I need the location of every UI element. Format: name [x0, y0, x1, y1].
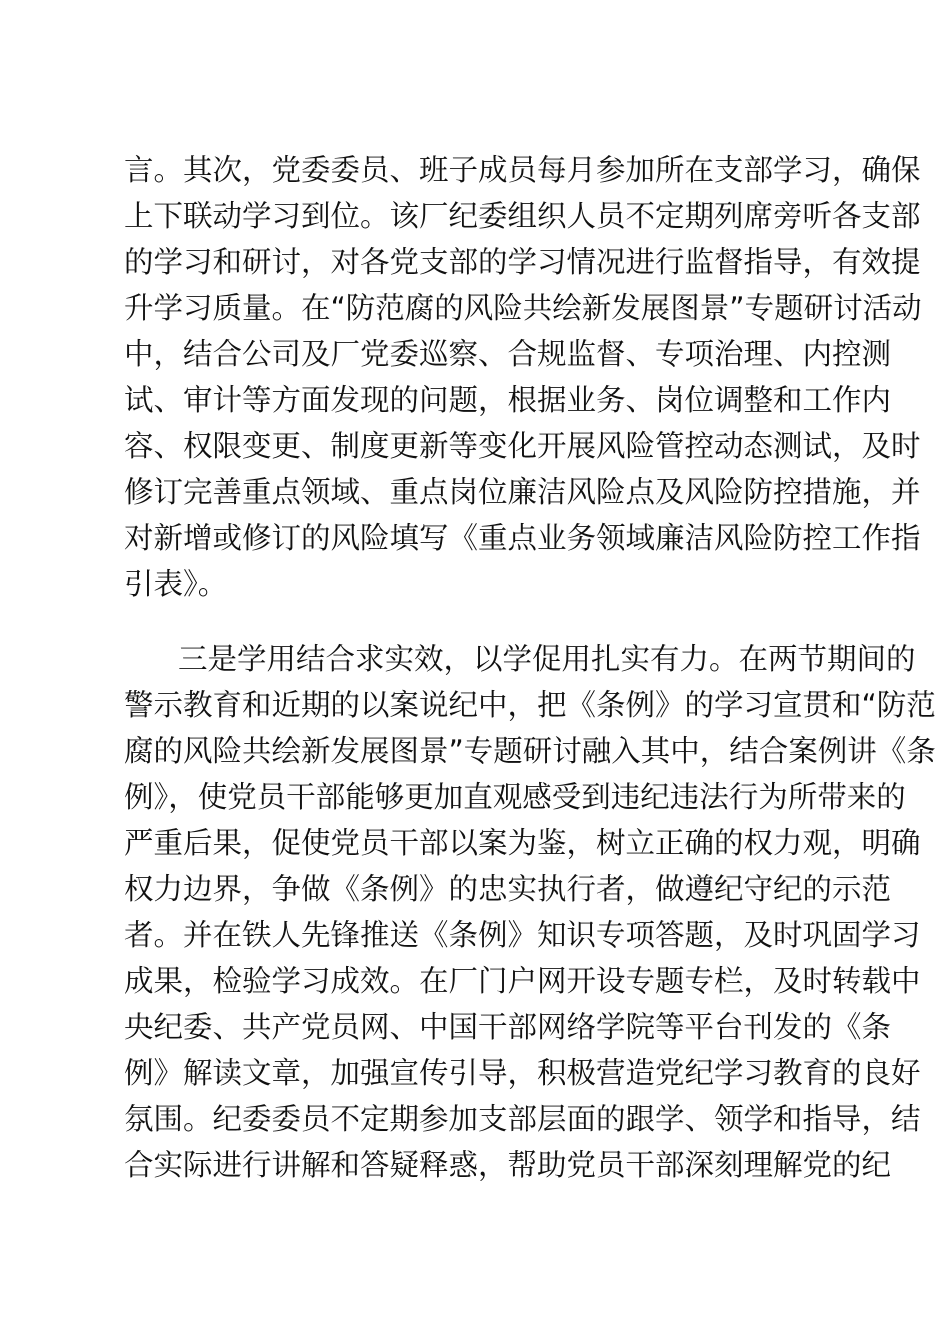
text-line: 严重后果，促使党员干部以案为鉴，树立正确的权力观，明确 [124, 826, 921, 860]
text-line: 央纪委、共产党员网、中国干部网络学院等平台刊发的《条 [124, 1010, 892, 1044]
text-line: 试、审计等方面发现的问题，根据业务、岗位调整和工作内 [124, 383, 892, 417]
text-line: 三是学用结合求实效，以学促用扎实有力。在两节期间的 [178, 642, 916, 676]
text-line: 警示教育和近期的以案说纪中，把《条例》的学习宣贯和“防范 [124, 688, 936, 722]
text-line: 例》，使党员干部能够更加直观感受到违纪违法行为所带来的 [124, 780, 906, 814]
text-line: 容、权限变更、制度更新等变化开展风险管控动态测试，及时 [124, 429, 921, 463]
text-line: 升学习质量。在“防范腐的风险共绘新发展图景”专题研讨活动 [124, 291, 922, 325]
text-line: 言。其次，党委委员、班子成员每月参加所在支部学习，确保 [124, 153, 921, 187]
text-line: 成果，检验学习成效。在厂门户网开设专题专栏，及时转载中 [124, 964, 921, 998]
text-line: 腐的风险共绘新发展图景”专题研讨融入其中，结合案例讲《条 [124, 734, 936, 768]
text-line: 上下联动学习到位。该厂纪委组织人员不定期列席旁听各支部 [124, 199, 921, 233]
text-line: 的学习和研讨，对各党支部的学习情况进行监督指导，有效提 [124, 245, 921, 279]
text-line: 合实际进行讲解和答疑释惑，帮助党员干部深刻理解党的纪 [124, 1148, 892, 1182]
text-line: 例》解读文章，加强宣传引导，积极营造党纪学习教育的良好 [124, 1056, 921, 1090]
text-line: 修订完善重点领域、重点岗位廉洁风险点及风险防控措施，并 [124, 475, 921, 509]
text-line: 者。并在铁人先锋推送《条例》知识专项答题，及时巩固学习 [124, 918, 921, 952]
text-line: 对新增或修订的风险填写《重点业务领域廉洁风险防控工作指 [124, 521, 921, 555]
text-line: 引表》。 [124, 567, 228, 601]
text-line: 氛围。纪委委员不定期参加支部层面的跟学、领学和指导，结 [124, 1102, 921, 1136]
text-line: 权力边界，争做《条例》的忠实执行者，做遵纪守纪的示范 [124, 872, 892, 906]
text-line: 中，结合公司及厂党委巡察、合规监督、专项治理、内控测 [124, 337, 892, 371]
